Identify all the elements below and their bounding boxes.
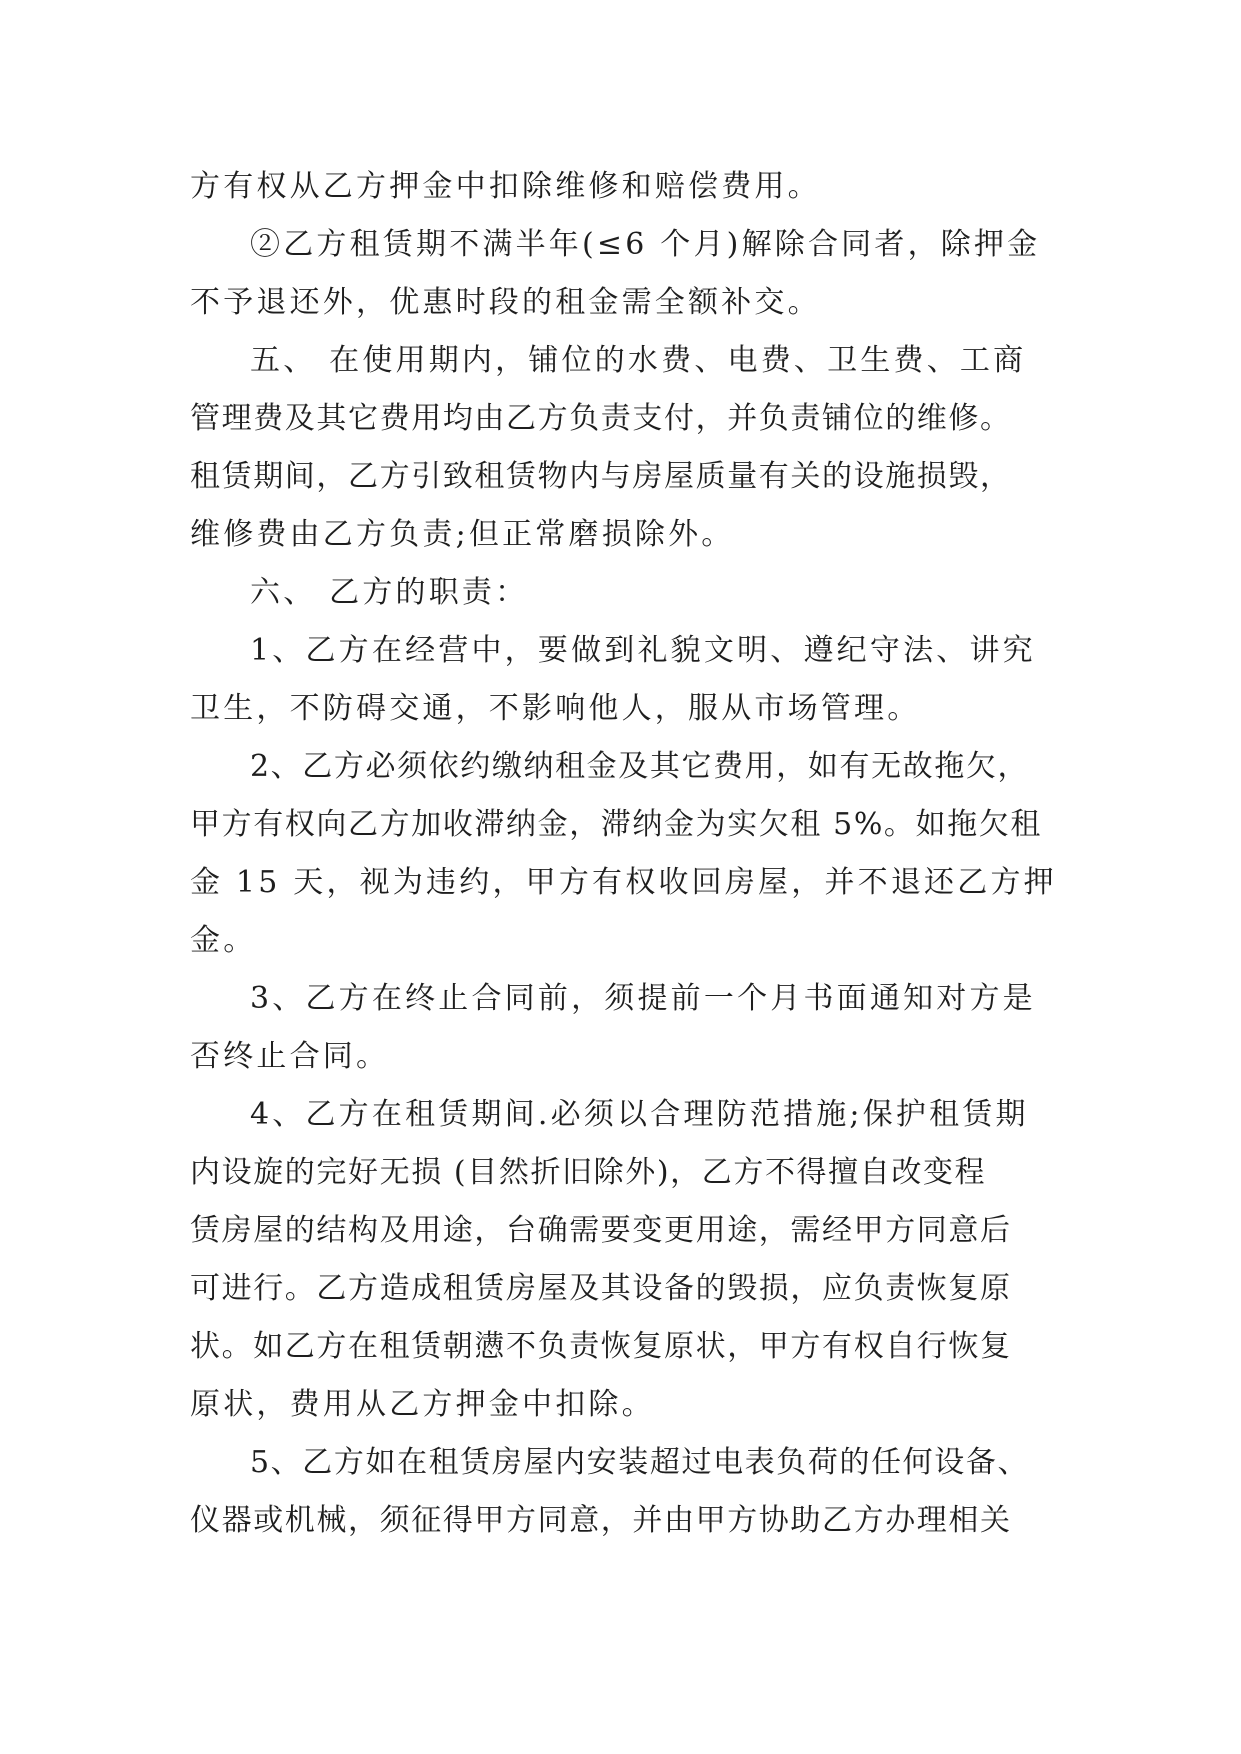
text-line: 金。 xyxy=(190,923,257,958)
text-line: 赁房屋的结构及用途，台确需要变更用途，需经甲方同意后 xyxy=(190,1213,1012,1248)
text-line: 5、乙方如在租赁房屋内安装超过电表负荷的任何设备、 xyxy=(250,1445,1030,1480)
text-line: 1、乙方在经营中，要做到礼貌文明、遵纪守法、讲究 xyxy=(250,633,1036,668)
text-line: 甲方有权向乙方加收滞纳金，滞纳金为实欠租 5%。如拖欠租 xyxy=(190,807,1042,842)
text-line: 方有权从乙方押金中扣除维修和赔偿费用。 xyxy=(190,169,821,204)
text-line: ②乙方租赁期不满半年(≤6 个月)解除合同者，除押金 xyxy=(250,227,1041,262)
text-line: 五、 在使用期内，铺位的水费、电费、卫生费、工商 xyxy=(250,343,1027,378)
text-line: 状。如乙方在租赁朝懑不负责恢复原状，甲方有权自行恢复 xyxy=(190,1329,1012,1364)
text-line: 维修费由乙方负责;但正常磨损除外。 xyxy=(190,517,735,552)
text-line: 六、 乙方的职责： xyxy=(250,575,529,610)
text-line: 内设旋的完好无损 (目然折旧除外)，乙方不得擅自改变程 xyxy=(190,1155,987,1190)
text-line: 管理费及其它费用均由乙方负责支付，并负责铺位的维修。 xyxy=(190,401,1012,436)
text-line: 4、乙方在租赁期间.必须以合理防范措施;保护租赁期 xyxy=(250,1097,1029,1132)
text-line: 可进行。乙方造成租赁房屋及其设备的毁损，应负责恢复原 xyxy=(190,1271,1012,1306)
text-line: 原状，费用从乙方押金中扣除。 xyxy=(190,1387,655,1422)
text-line: 仪器或机械，须征得甲方同意，并由甲方协助乙方办理相关 xyxy=(190,1503,1012,1538)
document-body xyxy=(190,158,1057,1550)
text-line: 3、乙方在终止合同前，须提前一个月书面通知对方是 xyxy=(250,981,1036,1016)
text-line: 金 15 天，视为违约，甲方有权收回房屋，并不退还乙方押 xyxy=(190,865,1057,900)
text-line: 不予退还外，优惠时段的租金需全额补交。 xyxy=(190,285,821,320)
text-line: 否终止合同。 xyxy=(190,1039,390,1074)
text-line: 2、乙方必须依约缴纳租金及其它费用，如有无故拖欠， xyxy=(250,749,1030,784)
text-line: 卫生，不防碍交通，不影响他人，服从市场管理。 xyxy=(190,691,921,726)
text-line: 租赁期间，乙方引致租赁物内与房屋质量有关的设施损毁， xyxy=(190,459,1012,494)
